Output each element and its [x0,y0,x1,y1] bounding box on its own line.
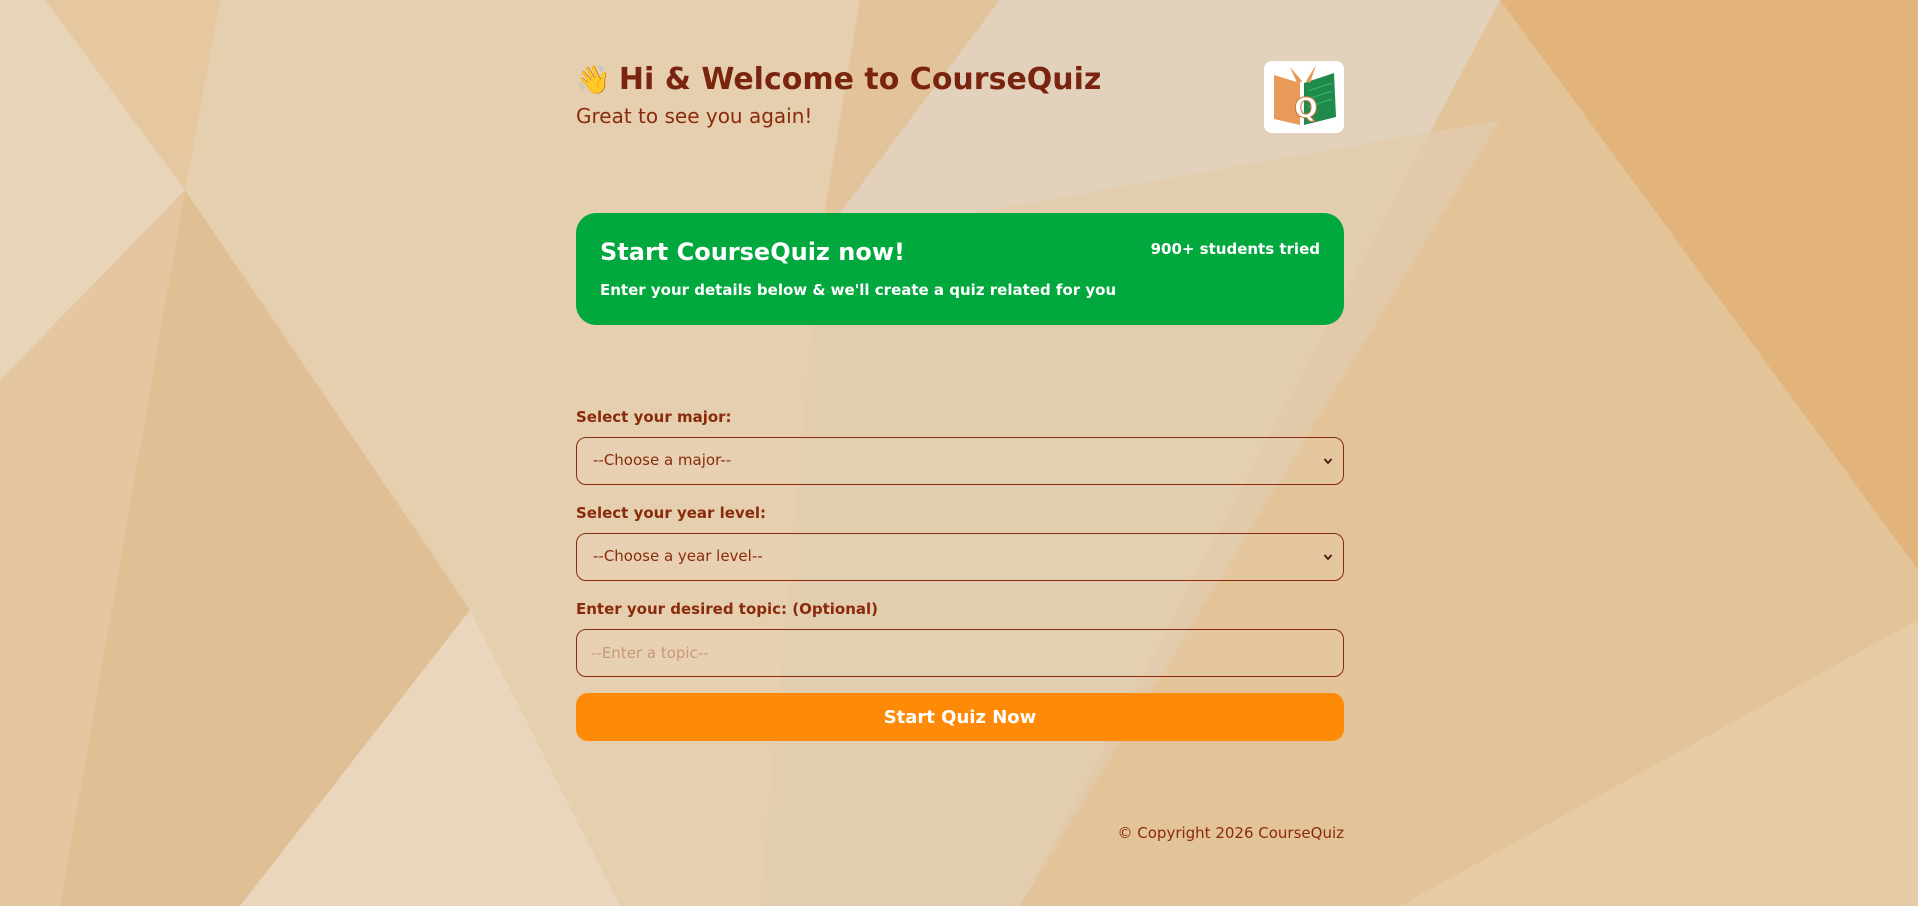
page-title [576,60,1101,100]
waving-hand-icon: 👋 [576,63,611,96]
banner-subtitle: Enter your details below & we'll create a quiz related for you [600,281,1117,299]
start-quiz-button[interactable]: Start Quiz Now [576,693,1344,741]
header [576,60,1344,134]
welcome-subtitle: Great to see you again! [576,104,813,128]
logo-letter: Q [1294,91,1318,124]
copyright-footer: © Copyright 2026 CourseQuiz [1117,824,1344,842]
students-count-badge: 900+ students tried [1150,240,1320,258]
major-label: Select your major: [576,408,732,426]
start-quiz-banner [576,213,1344,325]
year-level-label: Select your year level: [576,504,767,522]
topic-input[interactable] [576,629,1344,677]
major-select-value: --Choose a major-- [593,451,732,469]
major-select[interactable] [576,437,1344,485]
year-level-select[interactable] [576,533,1344,581]
chevron-down-icon [1323,552,1333,562]
main-container [576,0,1344,906]
coursequiz-logo [1264,61,1344,133]
year-level-select-value: --Choose a year level-- [593,547,763,565]
book-logo-icon [1264,61,1344,133]
banner-title: Start CourseQuiz now! [600,238,905,266]
chevron-down-icon [1323,456,1333,466]
topic-label: Enter your desired topic: (Optional) [576,600,879,618]
page-title-text: Hi & Welcome to CourseQuiz [618,62,1102,97]
